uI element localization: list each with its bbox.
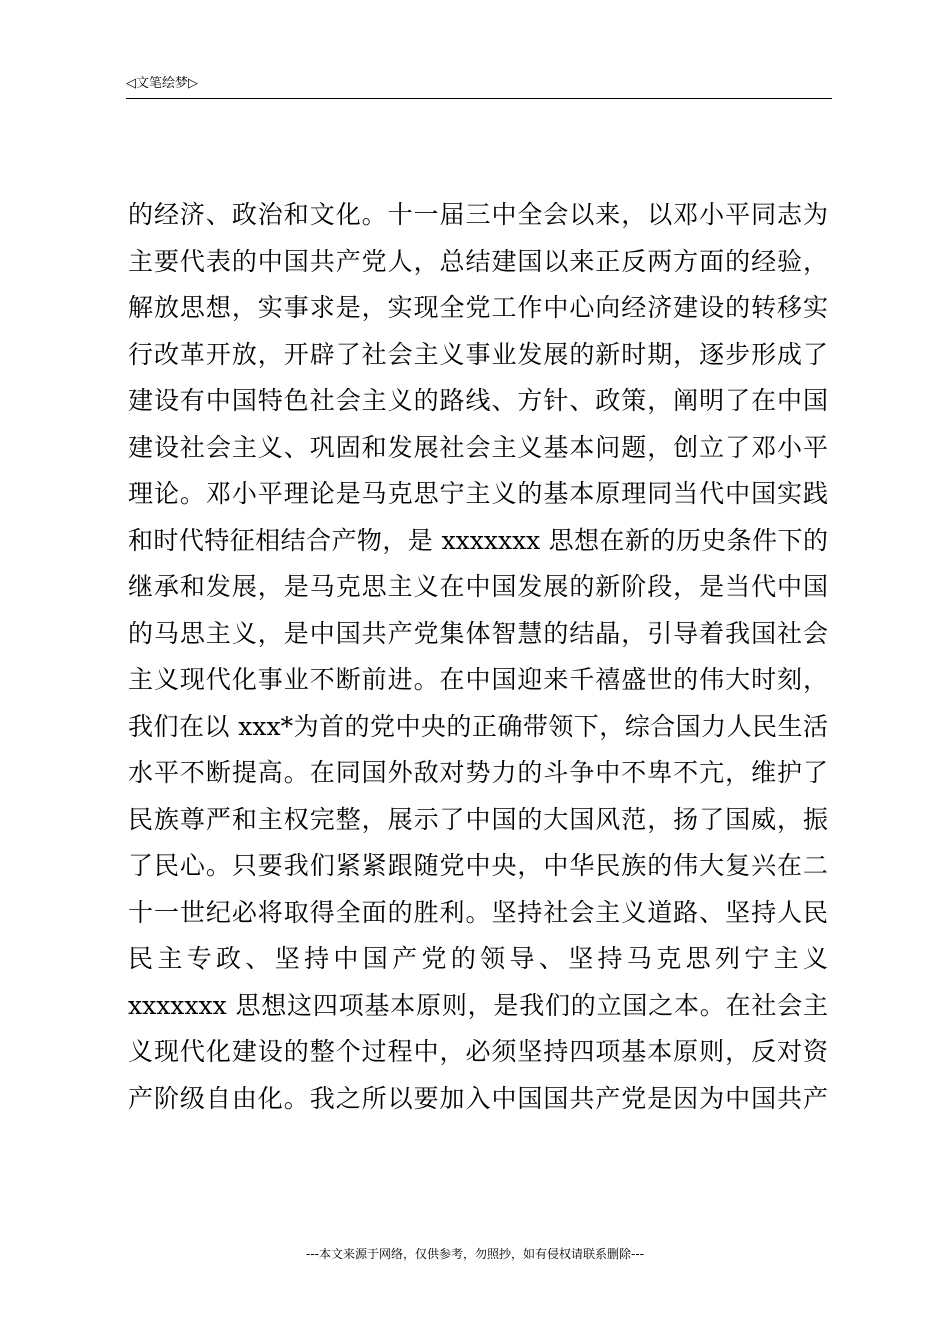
footer-notice: ---本文来源于网络，仅供参考，勿照抄，如有侵权请联系删除---: [306, 1247, 644, 1261]
text-line: 主要代表的中国共产党人，总结建国以来正反两方面的经验，: [128, 246, 828, 276]
header-brand: ◁文笔绘梦▷: [126, 76, 198, 91]
text-line: 水平不断提高。在同国外敌对势力的斗争中不卑不亢，维护了: [128, 758, 828, 787]
text-line: 建设社会主义、巩固和发展社会主义基本问题，创立了邓小平: [128, 432, 828, 462]
text-line: 的经济、政治和文化。十一届三中全会以来，以邓小平同志为: [128, 200, 828, 229]
page-header: [126, 74, 832, 99]
text-line: 义现代化建设的整个过程中，必须坚持四项基本原则，反对资: [128, 1037, 828, 1066]
text-line: 民主专政、坚持中国产党的领导、坚持马克思列宁主义: [128, 944, 828, 973]
text-line: 民族尊严和主权完整，展示了中国的大国风范，扬了国威，振: [128, 804, 828, 834]
text-line: 十一世纪必将取得全面的胜利。坚持社会主义道路、坚持人民: [128, 897, 828, 927]
text-line: 我们在以 xxx*为首的党中央的正确带领下，综合国力人民生活: [128, 711, 828, 741]
text-line: 和时代特征相结合产物，是 xxxxxxx 思想在新的历史条件下的: [128, 525, 828, 555]
text-line: 行改革开放，开辟了社会主义事业发展的新时期，逐步形成了: [128, 339, 828, 369]
text-line: xxxxxxx 思想这四项基本原则，是我们的立国之本。在社会主: [128, 990, 828, 1020]
document-body: [128, 192, 828, 1122]
text-line: 主义现代化事业不断前进。在中国迎来千禧盛世的伟大时刻，: [128, 665, 828, 694]
text-line: 建设有中国特色社会主义的路线、方针、政策，阐明了在中国: [128, 386, 828, 415]
text-line: 的马思主义，是中国共产党集体智慧的结晶，引导着我国社会: [128, 618, 828, 648]
page-footer: [0, 1246, 950, 1262]
text-line: 解放思想，实事求是，实现全党工作中心向经济建设的转移实: [128, 293, 828, 322]
text-line: 理论。邓小平理论是马克思宁主义的基本原理同当代中国实践: [128, 479, 828, 508]
text-line: 继承和发展，是马克思主义在中国发展的新阶段，是当代中国: [128, 572, 828, 601]
text-line: 了民心。只要我们紧紧跟随党中央，中华民族的伟大复兴在二: [128, 851, 828, 880]
text-line: 产阶级自由化。我之所以要加入中国国共产党是因为中国共产: [128, 1083, 828, 1113]
